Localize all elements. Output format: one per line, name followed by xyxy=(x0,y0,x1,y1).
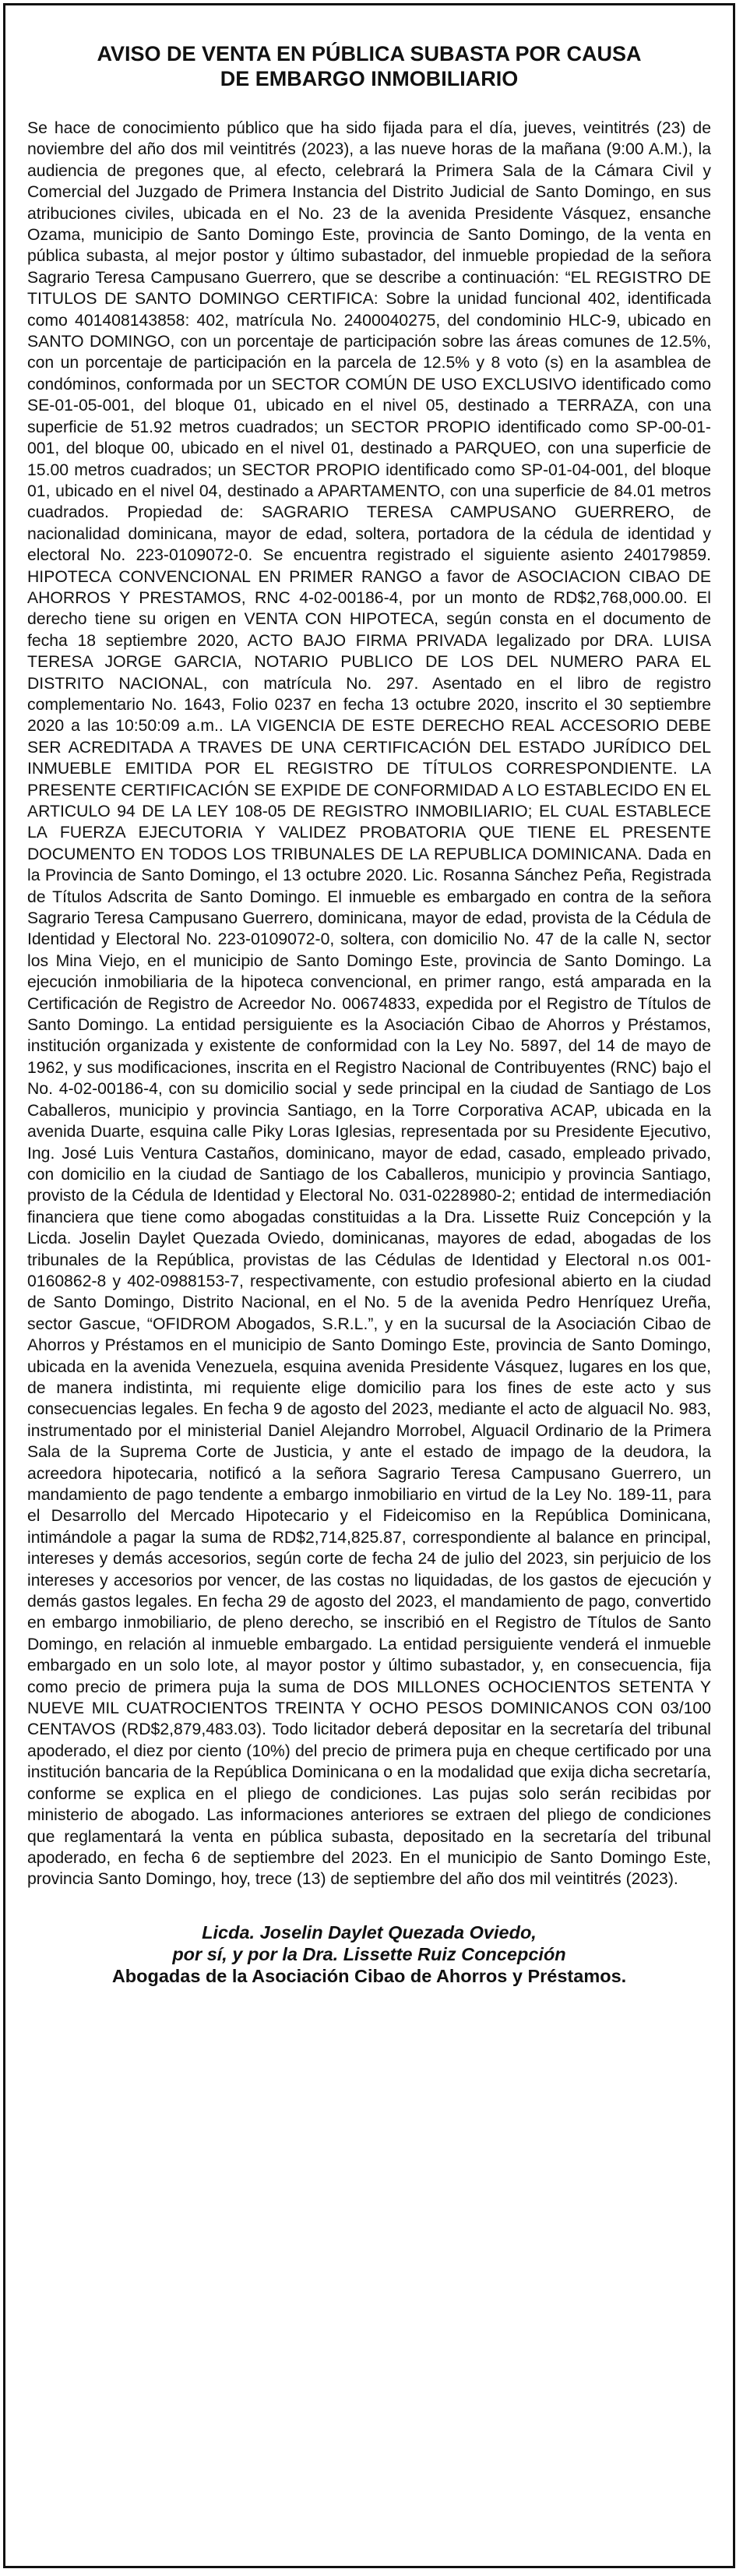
title-line-1: AVISO DE VENTA EN PÚBLICA SUBASTA POR CAUSA xyxy=(97,42,642,65)
title-line-2: DE EMBARGO INMOBILIARIO xyxy=(220,67,519,90)
signature-line-1: Licda. Joselin Daylet Quezada Oviedo, xyxy=(202,1921,537,1943)
signature-line-3: Abogadas de la Asociación Cibao de Ahorros y Préstamos. xyxy=(111,1965,627,1986)
notice-title xyxy=(21,41,717,91)
notice-body: Se hace de conocimiento público que ha sido fijada para el día, jueves, veintitrés (23) de noviembre del año dos mil veintitrés (2023), a las nueve horas de la mañana (9:00 A.M.), la audiencia de pregones que, al efecto, celebrará la Primera Sala de la Cámara Civil y Comercial del Juzgado de Primera Instancia del Distrito Judicial de Santo Domingo, en sus atribuciones civiles, ubicada en el No. 23 de la avenida Presidente Vásquez, ensanche Ozama, municipio de Santo Domingo Este, provincia de Santo Domingo, de la venta en pública subasta, al mejor postor y último subastador, del inmueble propiedad de la señora Sagrario Teresa Campusano Guerrero, que se describe a continuación: “EL REGISTRO DE TITULOS DE SANTO DOMINGO CERTIFICA: Sobre la unidad funcional 402, identificada como 401408143858: 402, matrícula No. 2400040275, del condominio HLC-9, ubicado en SANTO DOMINGO, con un porcentaje de participación sobre las áreas comunes de 12.5%, con un porcentaje de participación en la parcela de 12.5% y 8 voto (s) en la asamblea de condóminos, conformada por un SECTOR COMÚN DE USO EXCLUSIVO identificado como SE-01-05-001, del bloque 01, ubicado en el nivel 05, destinado a TERRAZA, con una superficie de 51.92 metros cuadrados; un SECTOR PROPIO identificado como SP-00-01-001, del bloque 00, ubicado en el nivel 01, destinado a PARQUEO, con una superficie de 15.00 metros cuadrados; un SECTOR PROPIO identificado como SP-01-04-001, del bloque 01, ubicado en el nivel 04, destinado a APARTAMENTO, con una superficie de 84.01 metros cuadrados. Propiedad de: SAGRARIO TERESA CAMPUSANO GUERRERO, de nacionalidad dominicana, mayor de edad, soltera, portadora de la cédula de identidad y electoral No. 223-0109072-0. Se encuentra registrado el siguiente asiento 240179859. HIPOTECA CONVENCIONAL EN PRIMER RANGO a favor de ASOCIACION CIBAO DE AHORROS Y PRESTAMOS, RNC 4-02-00186-4, por un monto de RD$2,768,000.00. El derecho tiene su origen en VENTA CON HIPOTECA, según consta en el documento de fecha 18 septiembre 2020, ACTO BAJO FIRMA PRIVADA legalizado por DRA. LUISA TERESA JORGE GARCIA, NOTARIO PUBLICO DE LOS DEL NUMERO PARA EL DISTRITO NACIONAL, con matrícula No. 297. Asentado en el libro de registro complementario No. 1643, Folio 0237 en fecha 13 octubre 2020, inscrito el 30 septiembre 2020 a las 10:50:09 a.m.. LA VIGENCIA DE ESTE DERECHO REAL ACCESORIO DEBE SER ACREDITADA A TRAVES DE UNA CERTIFICACIÓN DEL ESTADO JURÍDICO DEL INMUEBLE EMITIDA POR EL REGISTRO DE TÍTULOS CORRESPONDIENTE. LA PRESENTE CERTIFICACIÓN SE EXPIDE DE CONFORMIDAD A LO ESTABLECIDO EN EL ARTICULO 94 DE LA LEY 108-05 DE REGISTRO INMOBILIARIO; EL CUAL ESTABLECE LA FUERZA EJECUTORIA Y VALIDEZ PROBATORIA QUE TIENE EL PRESENTE DOCUMENTO EN TODOS LOS TRIBUNALES DE LA REPUBLICA DOMINICANA. Dada en la Provincia de Santo Domingo, el 13 octubre 2020. Lic. Rosanna Sánchez Peña, Registrada de Títulos Adscrita de Santo Domingo. El inmueble es embargado en contra de la señora Sagrario Teresa Campusano Guerrero, dominicana, mayor de edad, provista de la Cédula de Identidad y Electoral No. 223-0109072-0, soltera, con domicilio No. 47 de la calle N, sector los Mina Viejo, en el municipio de Santo Domingo Este, provincia de Santo Domingo. La ejecución inmobiliaria de la hipoteca convencional, en primer rango, está amparada en la Certificación de Registro de Acreedor No. 00674833, expedida por el Registro de Títulos de Santo Domingo. La entidad persiguiente es la Asociación Cibao de Ahorros y Préstamos, institución organizada y existente de conformidad con la Ley No. 5897, del 14 de mayo de 1962, y sus modificaciones, inscrita en el Registro Nacional de Contribuyentes (RNC) bajo el No. 4-02-00186-4, con su domicilio social y sede principal en la ciudad de Santiago de Los Caballeros, municipio y provincia Santiago, en la Torre Corporativa ACAP, ubicada en la avenida Duarte, esquina calle Piky Loras Iglesias, representada por su Presidente Ejecutivo, Ing. José Luis Ventura Castaños, dominicano, mayor de edad, casado, empleado privado, con domicilio en la ciudad de Santiago de los Caballeros, municipio y provincia Santiago, provisto de la Cédula de Identidad y Electoral No. 031-0228980-2; entidad de intermediación financiera que tiene como abogadas constituidas a la Dra. Lissette Ruiz Concepción y la Licda. Joselin Daylet Quezada Oviedo, dominicanas, mayores de edad, abogadas de los tribunales de la República, provistas de las Cédulas de Identidad y Electoral n.os 001-0160862-8 y 402-0988153-7, respectivamente, con estudio profesional abierto en la ciudad de Santo Domingo, Distrito Nacional, en el No. 5 de la avenida Pedro Henríquez Ureña, sector Gascue, “OFIDROM Abogados, S.R.L.”, y en la sucursal de la Asociación Cibao de Ahorros y Préstamos en el municipio de Santo Domingo Este, provincia de Santo Domingo, ubicada en la avenida Venezuela, esquina avenida Presidente Vásquez, lugares en los que, de manera indistinta, mi requiente elige domicilio para los fines de este acto y sus consecuencias legales. En fecha 9 de agosto del 2023, mediante el acto de alguacil No. 983, instrumentado por el ministerial Daniel Alejandro Morrobel, Alguacil Ordinario de la Primera Sala de la Suprema Corte de Justicia, y ante el estado de impago de la deudora, la acreedora hipotecaria, notificó a la señora Sagrario Teresa Campusano Guerrero, un mandamiento de pago tendente a embargo inmobiliario en virtud de la Ley No. 189-11, para el Desarrollo del Mercado Hipotecario y el Fideicomiso en la República Dominicana, intimándole a pagar la suma de RD$2,714,825.87, correspondiente al balance en principal, intereses y demás accesorios, según corte de fecha 24 de julio del 2023, sin perjuicio de los intereses y accesorios por vencer, de las costas no liquidadas, de los gastos de ejecución y demás gastos legales. En fecha 29 de agosto del 2023, el mandamiento de pago, convertido en embargo inmobiliario, de pleno derecho, se inscribió en el Registro de Títulos de Santo Domingo, en relación al inmueble embargado. La entidad persiguiente venderá el inmueble embargado en un solo lote, al mayor postor y último subastador, y, en consecuencia, fija como precio de primera puja la suma de DOS MILLONES OCHOCIENTOS SETENTA Y NUEVE MIL CUATROCIENTOS TREINTA Y OCHO PESOS DOMINICANOS CON 03/100 CENTAVOS (RD$2,879,483.03). Todo licitador deberá depositar en la secretaría del tribunal apoderado, el diez por ciento (10%) del precio de primera puja en cheque certificado por una institución bancaria de la República Dominicana o en la modalidad que exija dicha secretaría, conforme se explica en el pliego de condiciones. Las pujas solo serán recibidas por ministerio de abogado. Las informaciones anteriores se extraen del pliego de condiciones que reglamentará la venta en pública subasta, depositado en la secretaría del tribunal apoderado, en fecha 6 de septiembre del 2023. En el municipio de Santo Domingo Este, provincia Santo Domingo, hoy, trece (13) de septiembre del año dos mil veintitrés (2023). xyxy=(27,119,711,1889)
signature-line-2: por sí, y por la Dra. Lissette Ruiz Concepción xyxy=(172,1943,566,1964)
notice-frame xyxy=(3,3,735,2568)
signature-block xyxy=(21,1921,717,1987)
